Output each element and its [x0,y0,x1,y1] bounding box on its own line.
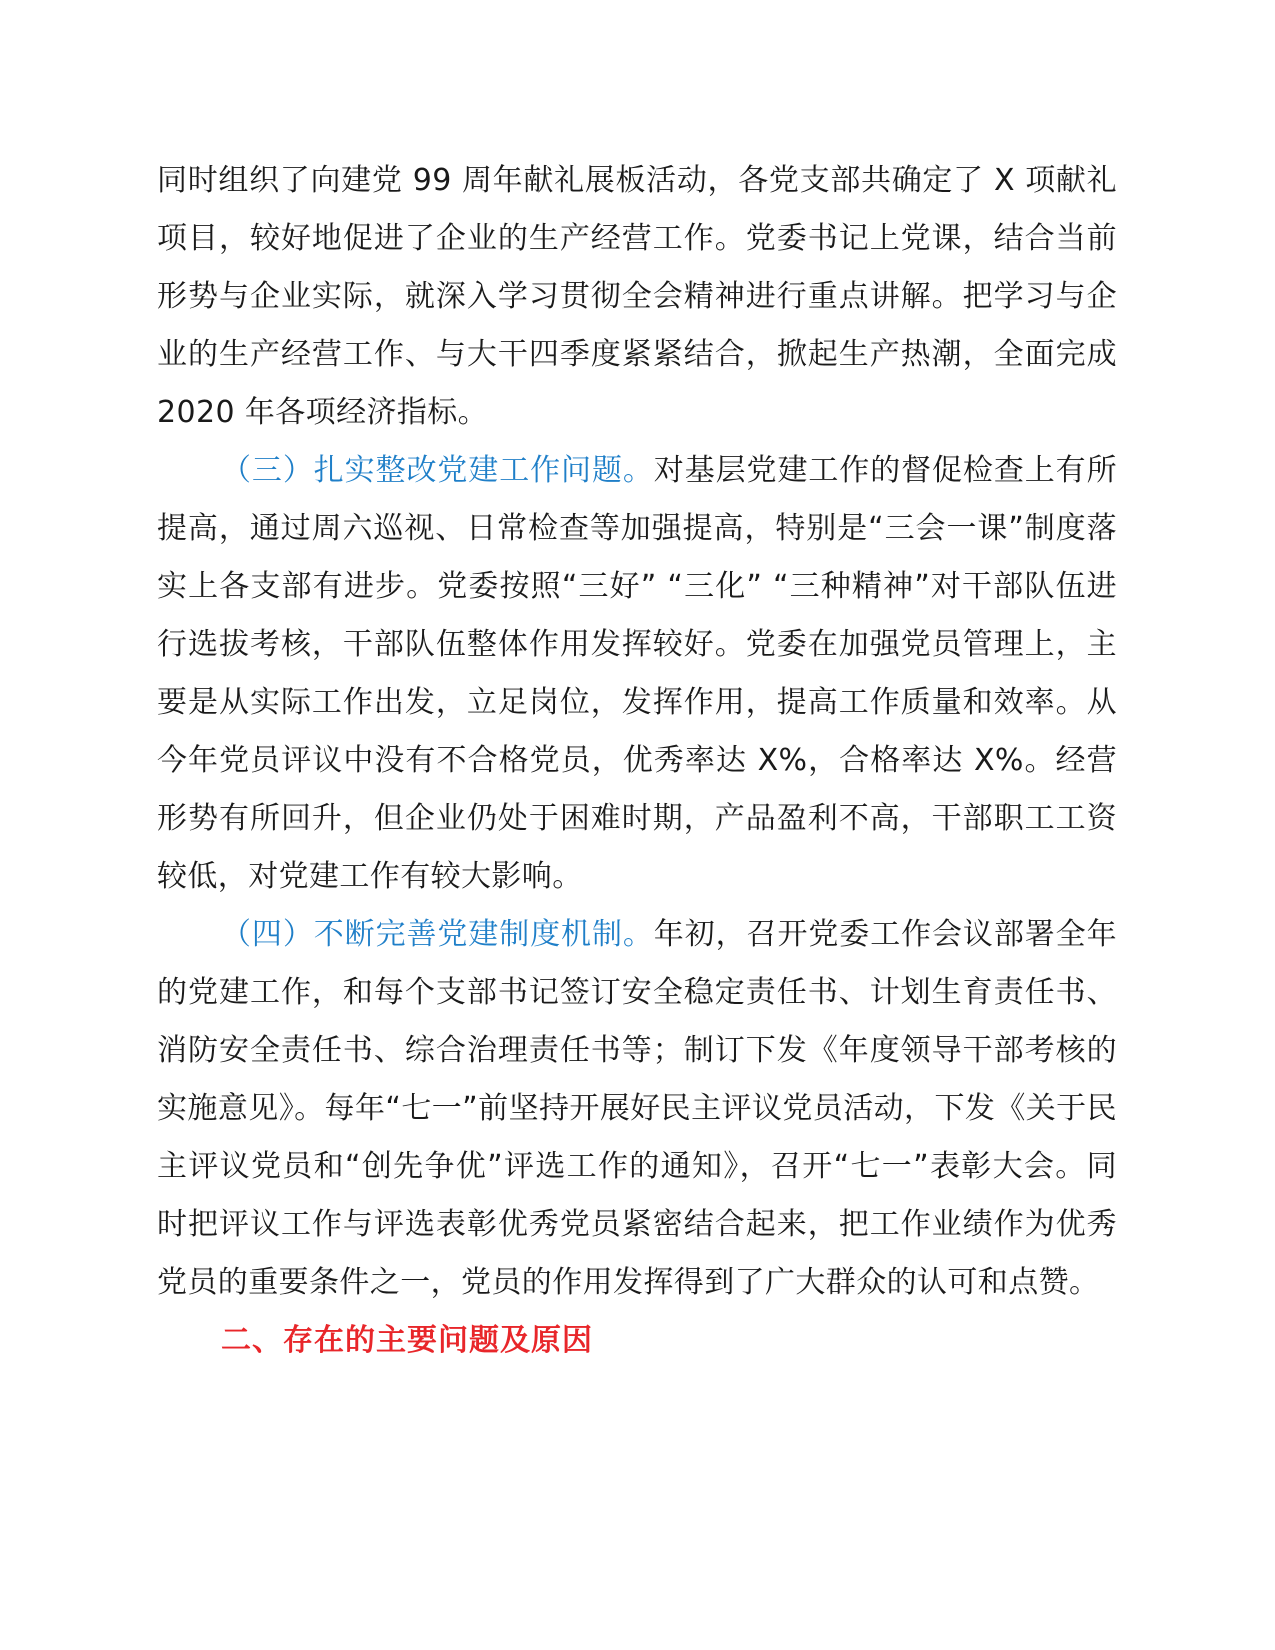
paragraph-section-4 [157,906,1117,1312]
paragraph-1-text: 同时组织了向建党 99 周年献礼展板活动，各党支部共确定了 X 项献礼项目，较好地促进了企业的生产经营工作。党委书记上党课，结合当前形势与企业实际，就深入学习贯彻全会精神进行重点讲解。把学习与企业的生产经营工作、与大干四季度紧紧结合，掀起生产热潮，全面完成 2020 年各项经济指标。 [157,163,1117,430]
section-heading-problems: 二、存在的主要问题及原因 [221,1323,593,1358]
section-3-body: 对基层党建工作的督促检查上有所提高，通过周六巡视、日常检查等加强提高，特别是“三会一课”制度落实上各支部有进步。党委按照“三好” “三化” “三种精神”对干部队伍进行选拔考核，干部队伍整体作用发挥较好。党委在加强党员管理上，主要是从实际工作出发，立足岗位，发挥作用，提高工作质量和效率。从今年党员评议中没有不合格党员，优秀率达 X%，合格率达 X%。经营形势有所回升，但企业仍处于困难时期，产品盈利不高，干部职工工资较低，对党建工作有较大影响。 [157,453,1117,894]
paragraph-section-3 [157,442,1117,906]
section-3-heading: （三）扎实整改党建工作问题。 [221,453,654,488]
document-body [157,152,1117,1370]
paragraph-continuation [157,152,1117,442]
section-4-body: 年初，召开党委工作会议部署全年的党建工作，和每个支部书记签订安全稳定责任书、计划生育责任书、消防安全责任书、综合治理责任书等；制订下发《年度领导干部考核的实施意见》。每年“七一”前坚持开展好民主评议党员活动，下发《关于民主评议党员和“创先争优”评选工作的通知》，召开“七一”表彰大会。同时把评议工作与评选表彰优秀党员紧密结合起来，把工作业绩作为优秀党员的重要条件之一，党员的作用发挥得到了广大群众的认可和点赞。 [157,917,1117,1300]
section-4-heading: （四）不断完善党建制度机制。 [221,917,654,952]
